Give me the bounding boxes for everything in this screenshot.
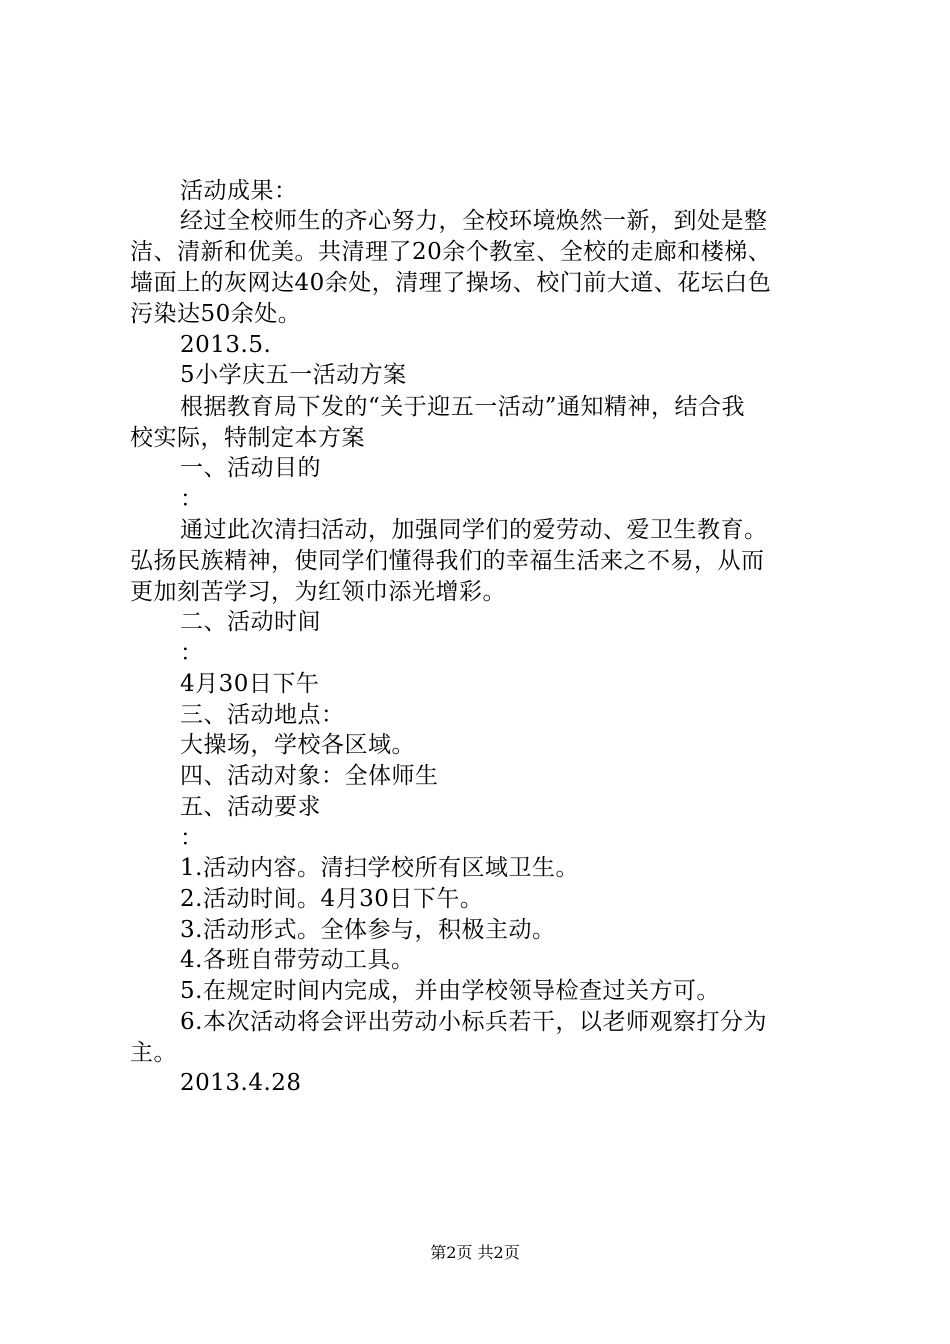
page-footer: 第2页 共2页 — [430, 1243, 520, 1262]
section-heading-time: 二、活动时间 — [180, 609, 321, 635]
document-title: 5小学庆五一活动方案 — [180, 362, 407, 388]
colon-line: ： — [180, 640, 204, 666]
paragraph-line: 大操场，学校各区域。 — [180, 732, 415, 758]
paragraph-line: 更加刻苦学习，为红领巾添光增彩。 — [130, 579, 506, 605]
colon-line: ： — [180, 486, 204, 512]
paragraph-line: 弘扬民族精神，使同学们懂得我们的幸福生活来之不易，从而 — [130, 548, 765, 574]
section-heading-location: 三、活动地点： — [180, 702, 345, 728]
paragraph-line: 主。 — [130, 1040, 177, 1066]
paragraph-line: 洁、清新和优美。共清理了20余个教室、全校的走廊和楼梯、 — [130, 239, 772, 265]
paragraph-line: 污染达50余处。 — [130, 301, 302, 327]
list-item: 1.活动内容。清扫学校所有区域卫生。 — [180, 855, 579, 881]
paragraph-line: 通过此次清扫活动，加强同学们的爱劳动、爱卫生教育。 — [180, 517, 768, 543]
section-heading-results: 活动成果： — [180, 178, 298, 204]
colon-line: ： — [180, 825, 204, 851]
list-item: 4.各班自带劳动工具。 — [180, 947, 415, 973]
paragraph-line: 校实际，特制定本方案 — [130, 425, 365, 451]
date-line: 2013.4.28 — [180, 1070, 302, 1096]
section-heading-requirements: 五、活动要求 — [180, 794, 321, 820]
paragraph-line: 经过全校师生的齐心努力，全校环境焕然一新，到处是整 — [180, 208, 768, 234]
paragraph-line: 墙面上的灰网达40余处，清理了操场、校门前大道、花坛白色 — [130, 270, 772, 296]
paragraph-line: 根据教育局下发的“关于迎五一活动”通知精神，结合我 — [180, 394, 746, 420]
section-heading-purpose: 一、活动目的 — [180, 455, 321, 481]
list-item: 6.本次活动将会评出劳动小标兵若干，以老师观察打分为 — [180, 1009, 767, 1035]
list-item: 3.活动形式。全体参与，积极主动。 — [180, 917, 556, 943]
section-heading-audience: 四、活动对象：全体师生 — [180, 763, 439, 789]
date-line: 2013.5. — [180, 332, 272, 358]
paragraph-line: 4月30日下午 — [180, 671, 320, 697]
list-item: 2.活动时间。4月30日下午。 — [180, 886, 484, 912]
list-item: 5.在规定时间内完成，并由学校领导检查过关方可。 — [180, 978, 720, 1004]
